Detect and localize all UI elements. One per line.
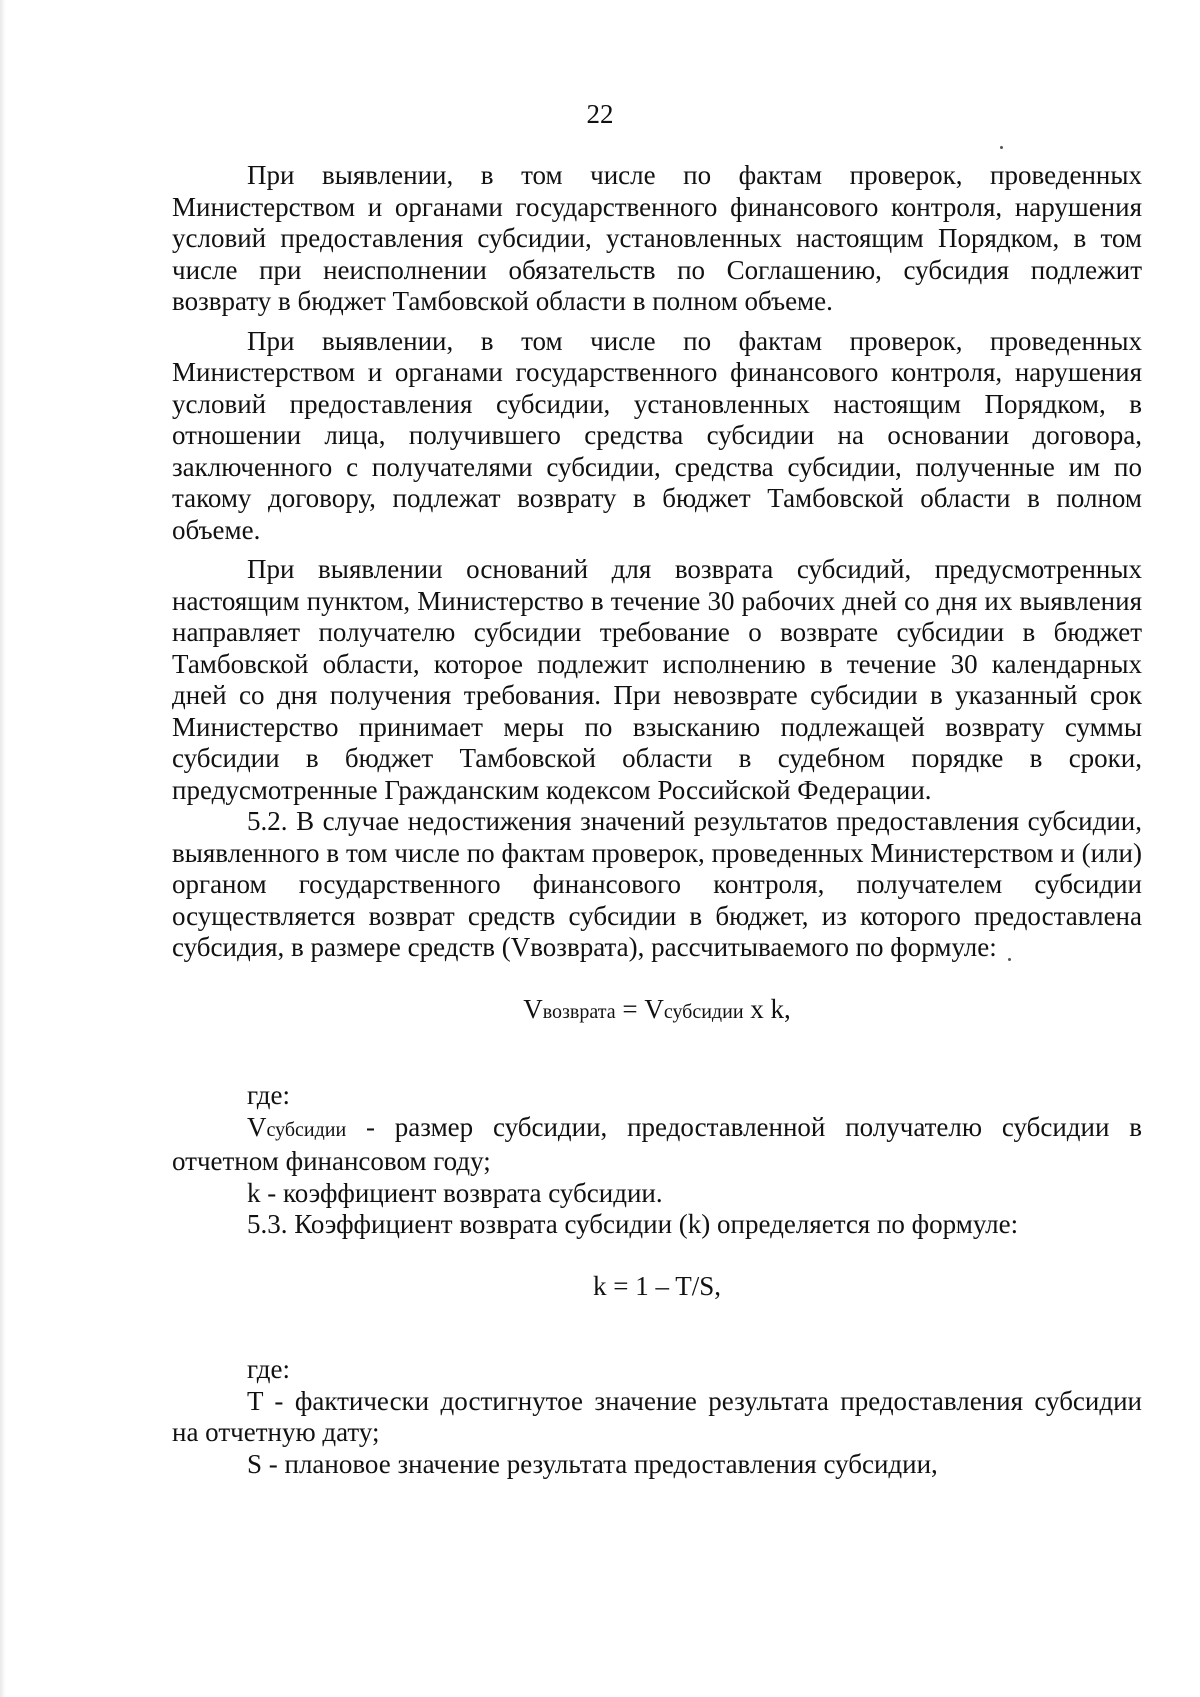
document-body bbox=[172, 160, 1142, 1480]
formula-v2-subscript: субсидии bbox=[663, 1000, 744, 1023]
definition-k: k - коэффициент возврата субсидии. bbox=[247, 1177, 663, 1208]
def-v-symbol: V bbox=[247, 1111, 267, 1142]
formula-v-subscript: возврата bbox=[542, 1000, 616, 1023]
def-v-text: - размер субсидии, предоставленной получателю субсидии в отчетном финансовом году; bbox=[172, 1111, 1142, 1176]
formula-equals: = bbox=[615, 993, 645, 1024]
where-label-2: где: bbox=[247, 1354, 290, 1384]
paragraph-5-2: 5.2. В случае недостижения значений результатов предоставления субсидии, выявленного в том числе по фактам проверок, проведенных Министерством и (или) органом государственного финансового контроля, получателем субсидии осуществляется возврат средств субсидии в бюджет, из которого предоставлена субсидия, в размере средств (Vвозврата), рассчитываемого по формуле: bbox=[172, 806, 1142, 962]
scan-edge-shadow bbox=[0, 0, 6, 1697]
def-v-subscript: субсидии bbox=[266, 1118, 347, 1141]
formula-v2-symbol: V bbox=[644, 993, 664, 1024]
where-label-1: где: bbox=[247, 1080, 290, 1110]
formula-return-volume bbox=[172, 994, 1142, 1029]
scan-speck bbox=[1000, 146, 1003, 149]
page-number: 22 bbox=[586, 99, 614, 129]
paragraph-5-3: 5.3. Коэффициент возврата субсидии (k) определяется по формуле: bbox=[247, 1209, 1019, 1239]
definition-v-subsidy bbox=[172, 1112, 1142, 1178]
paragraph-return-contract: При выявлении, в том числе по фактам проверок, проведенных Министерством и органами государственного финансового контроля, нарушения условий предоставления субсидии, установленных настоящим Порядком, в отношении лица, получившего средства субсидии на основании договора, заключенного с получателями субсидии, средства субсидии, полученные им по такому договору, подлежат возврату в бюджет Тамбовской области в полном объеме. bbox=[172, 325, 1142, 545]
definition-s: S - плановое значение результата предоставления субсидии, bbox=[247, 1448, 938, 1479]
paragraph-return-full: При выявлении, в том числе по фактам проверок, проведенных Министерством и органами государственного финансового контроля, нарушения условий предоставления субсидии, установленных настоящим Порядком, в том числе при неисполнении обязательств по Соглашению, субсидия подлежит возврату в бюджет Тамбовской области в полном объеме. bbox=[172, 160, 1142, 316]
formula-v-symbol: V bbox=[523, 993, 543, 1024]
definition-t: T - фактически достигнутое значение результата предоставления субсидии на отчетную дату; bbox=[172, 1385, 1142, 1447]
formula-coefficient: k = 1 – T/S, bbox=[593, 1270, 721, 1301]
paragraph-return-procedure: При выявлении оснований для возврата субсидий, предусмотренных настоящим пунктом, Министерство в течение 30 рабочих дней со дня их выявления направляет получателю субсидии требование о возврате субсидии в бюджет Тамбовской области, которое подлежит исполнению в течение 30 календарных дней со дня получения требования. При невозврате субсидии в указанный срок Министерство принимает меры по взысканию подлежащей возврату суммы субсидии в бюджет Тамбовской области в судебном порядке в сроки, предусмотренные Гражданским кодексом Российской Федерации. bbox=[172, 554, 1142, 805]
formula-rest: x k, bbox=[743, 993, 791, 1024]
